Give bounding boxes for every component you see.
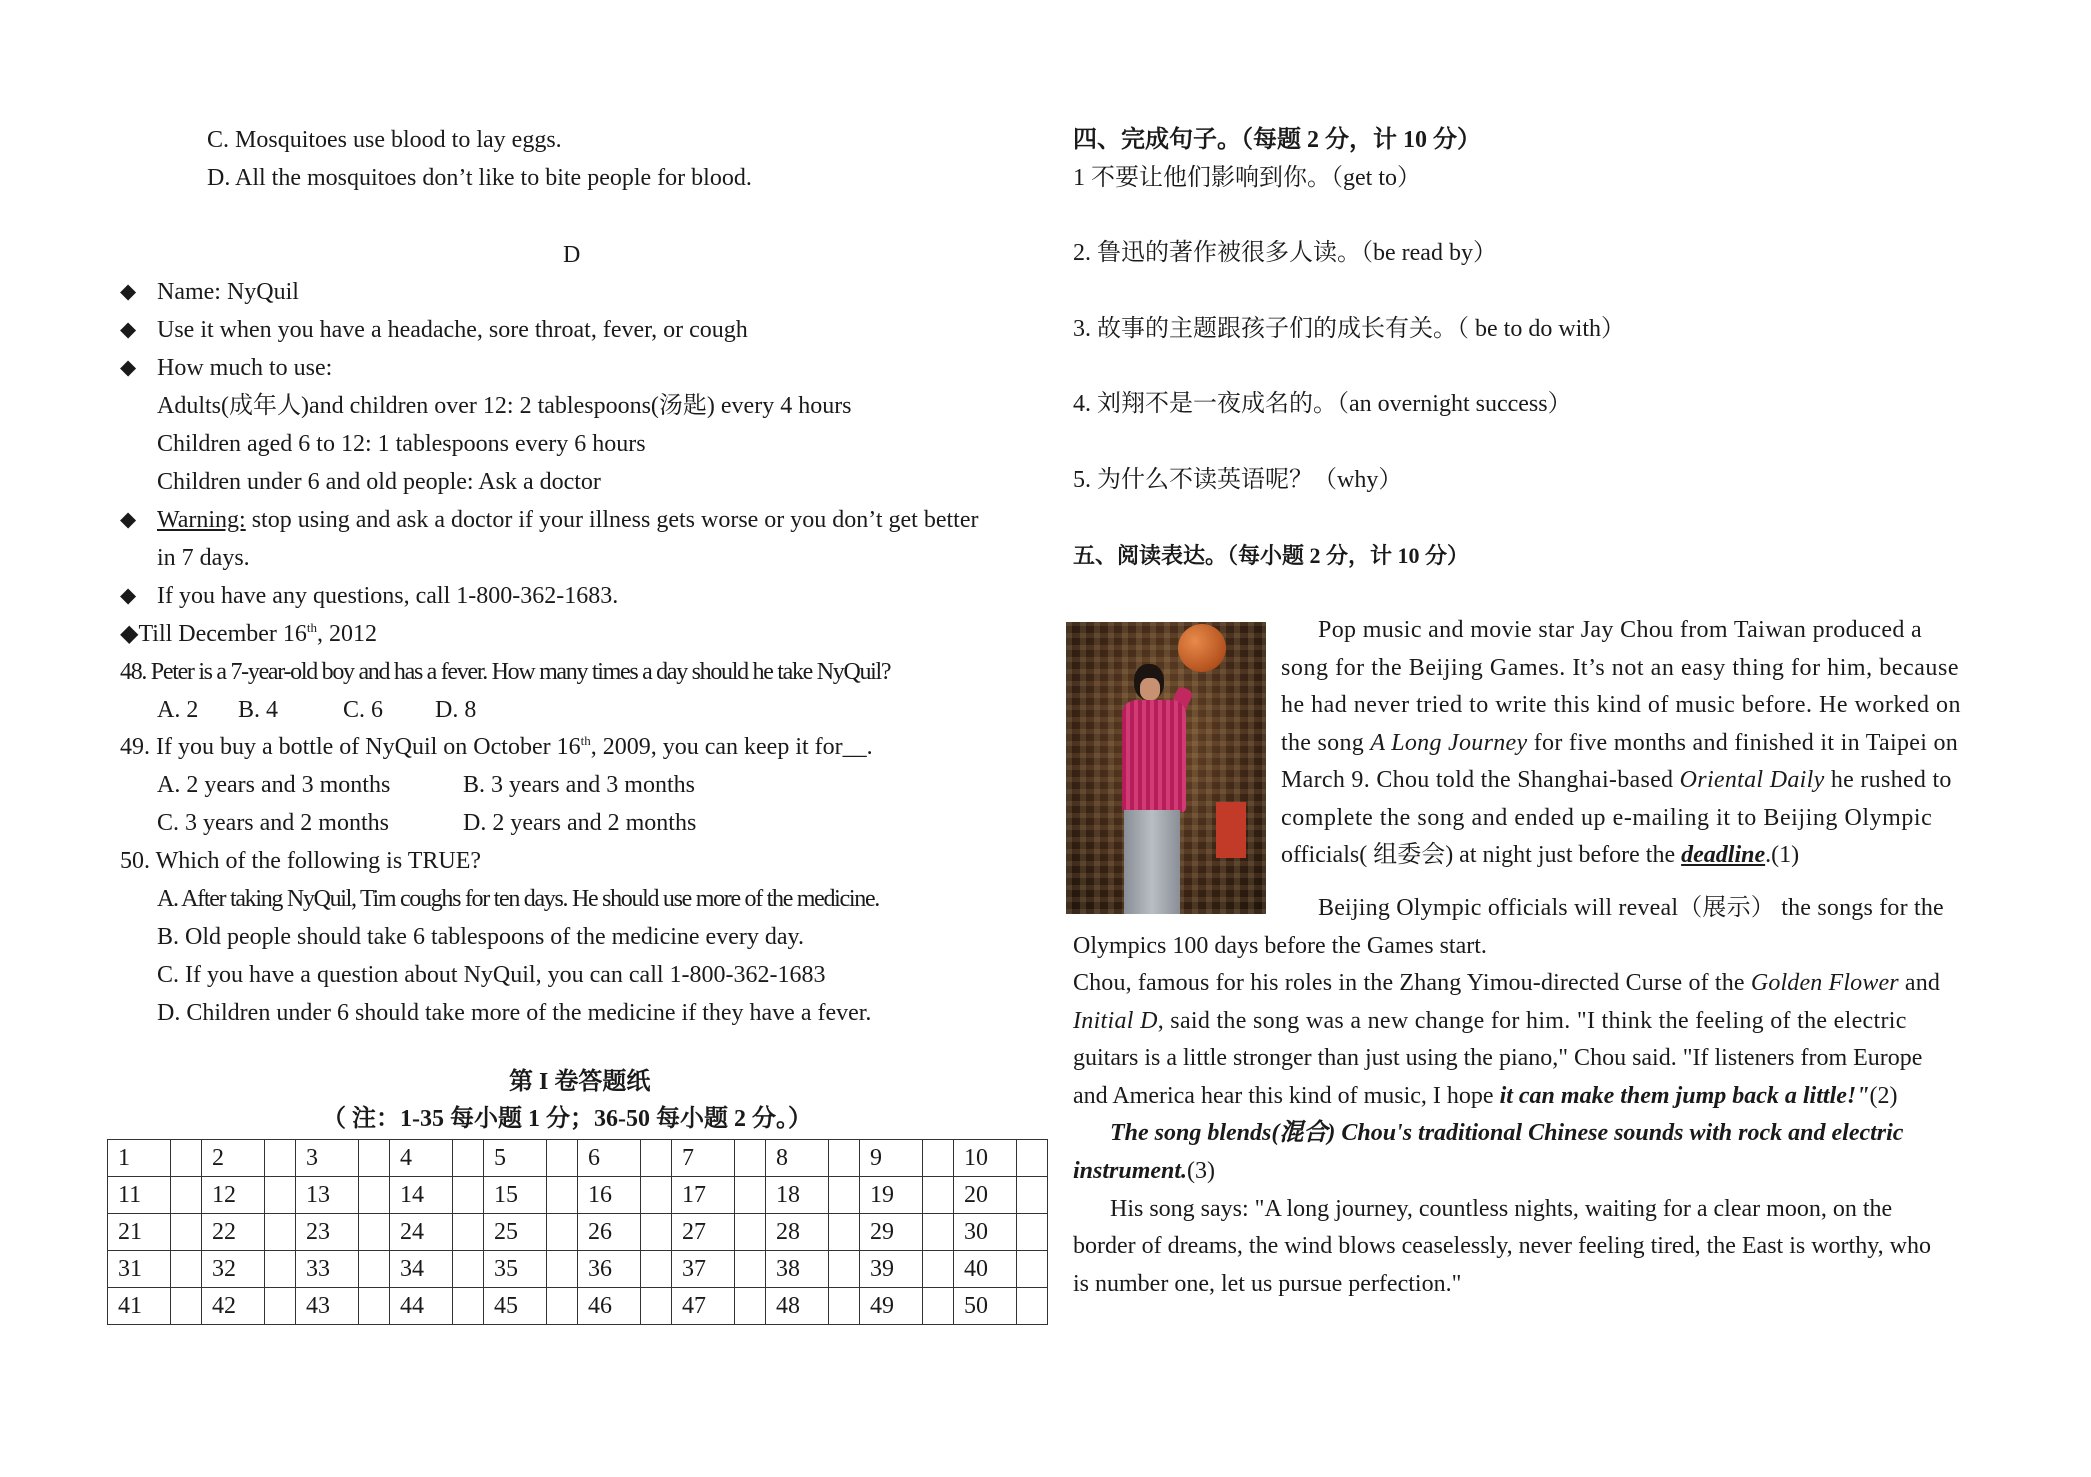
- answer-grid-row: [108, 1177, 1048, 1214]
- deadline-word: deadline: [1681, 842, 1766, 868]
- answer-cell[interactable]: [265, 1177, 296, 1214]
- q50-option-b: B. Old people should take 6 tablespoons of the medicine every day.: [157, 924, 804, 950]
- till-year: , 2012: [317, 621, 378, 647]
- question-number-cell: 37: [672, 1251, 735, 1288]
- question-number-cell: 50: [954, 1288, 1017, 1325]
- answer-cell[interactable]: [735, 1140, 766, 1177]
- bullet-icon: ◆: [120, 507, 137, 531]
- bullet-icon: ◆: [120, 583, 137, 607]
- question-number-cell: 13: [296, 1177, 359, 1214]
- answer-cell[interactable]: [829, 1140, 860, 1177]
- notice-name: Name: NyQuil: [157, 279, 299, 305]
- p2-line1: Beijing Olympic officials will reveal（展示） the songs for the: [1318, 895, 1944, 921]
- q49-option-c: C. 3 years and 2 months: [157, 810, 389, 836]
- p1-l7c: .(1): [1765, 842, 1800, 868]
- answer-cell[interactable]: [829, 1177, 860, 1214]
- notice-under-6: Children under 6 and old people: Ask a doctor: [157, 469, 601, 495]
- notice-warning: [157, 505, 978, 535]
- p3-line4: [1073, 1081, 1898, 1111]
- question-number-cell: 16: [578, 1177, 641, 1214]
- q49-option-a: A. 2 years and 3 months: [157, 772, 391, 798]
- section5-heading: 五、阅读表达。（每小题 2 分，计 10 分）: [1073, 543, 1470, 568]
- answer-cell[interactable]: [547, 1214, 578, 1251]
- answer-cell[interactable]: [829, 1214, 860, 1251]
- quote-2: it can make them jump back a little!": [1499, 1083, 1870, 1109]
- question-number-cell: 6: [578, 1140, 641, 1177]
- question-number-cell: 9: [860, 1140, 923, 1177]
- p3-l1a: Chou, famous for his roles in the Zhang Yimou-directed Curse of the: [1073, 970, 1751, 996]
- answer-cell[interactable]: [641, 1214, 672, 1251]
- question-number-cell: 28: [766, 1214, 829, 1251]
- p5-line2: border of dreams, the wind blows ceaselessly, never feeling tired, the East is worthy, who: [1073, 1233, 1931, 1259]
- answer-cell[interactable]: [1017, 1251, 1048, 1288]
- question-number-cell: 12: [202, 1177, 265, 1214]
- p1-line4: [1281, 728, 1958, 758]
- question-number-cell: 46: [578, 1288, 641, 1325]
- answer-cell[interactable]: [265, 1251, 296, 1288]
- p3-line3: guitars is a little stronger than just using the piano," Chou said. "If listeners from Europe: [1073, 1045, 1923, 1071]
- answer-cell[interactable]: [359, 1251, 390, 1288]
- song-title: A Long Journey: [1370, 730, 1528, 756]
- question-number-cell: 20: [954, 1177, 1017, 1214]
- answer-cell[interactable]: [1017, 1288, 1048, 1325]
- section4-item-5: 5. 为什么不读英语呢？（why）: [1073, 467, 1403, 493]
- notice-children-6-12: Children aged 6 to 12: 1 tablespoons every 6 hours: [157, 431, 646, 457]
- question-number-cell: 4: [390, 1140, 453, 1177]
- answer-cell[interactable]: [359, 1177, 390, 1214]
- question-number-cell: 32: [202, 1251, 265, 1288]
- answer-cell[interactable]: [547, 1288, 578, 1325]
- answer-cell[interactable]: [547, 1177, 578, 1214]
- answer-cell[interactable]: [735, 1251, 766, 1288]
- passage-label: D: [563, 242, 581, 268]
- question-number-cell: 35: [484, 1251, 547, 1288]
- p1-line1: Pop music and movie star Jay Chou from Taiwan produced a: [1318, 617, 1923, 643]
- answer-cell[interactable]: [453, 1177, 484, 1214]
- answer-cell[interactable]: [453, 1288, 484, 1325]
- question-number-cell: 17: [672, 1177, 735, 1214]
- p1-l5b: he rushed to: [1824, 767, 1952, 793]
- answer-cell[interactable]: [1017, 1177, 1048, 1214]
- section4-heading: 四、完成句子。（每题 2 分，计 10 分）: [1073, 127, 1481, 153]
- bullet-icon: ◆: [120, 317, 137, 341]
- bullet-icon: ◆: [120, 355, 137, 379]
- p1-l7a: officials( 组委会) at night just before the: [1281, 842, 1682, 868]
- q50-option-c: C. If you have a question about NyQuil, you can call 1-800-362-1683: [157, 962, 826, 988]
- answer-cell[interactable]: [453, 1140, 484, 1177]
- notice-questions: If you have any questions, call 1-800-362-1683.: [157, 583, 619, 609]
- p4-line1: The song blends(混合) Chou's traditional Chinese sounds with rock and electric: [1110, 1120, 1904, 1146]
- answer-cell[interactable]: [171, 1214, 202, 1251]
- answer-cell[interactable]: [641, 1140, 672, 1177]
- question-number-cell: 39: [860, 1251, 923, 1288]
- answer-cell[interactable]: [1017, 1140, 1048, 1177]
- answer-cell[interactable]: [923, 1251, 954, 1288]
- answer-cell[interactable]: [735, 1288, 766, 1325]
- film-title: Golden Flower: [1750, 970, 1899, 996]
- question-number-cell: 21: [108, 1214, 171, 1251]
- question-number-cell: 7: [672, 1140, 735, 1177]
- p3-l1b: and: [1898, 970, 1941, 996]
- answer-cell[interactable]: [547, 1251, 578, 1288]
- question-number-cell: 48: [766, 1288, 829, 1325]
- question-number-cell: 25: [484, 1214, 547, 1251]
- answer-cell[interactable]: [923, 1140, 954, 1177]
- jay-chou-photo: [1066, 622, 1266, 914]
- question-number-cell: 1: [108, 1140, 171, 1177]
- answer-grid-row: [108, 1140, 1048, 1177]
- section4-item-4: 4. 刘翔不是一夜成名的。（an overnight success）: [1073, 391, 1572, 417]
- answer-cell[interactable]: [359, 1288, 390, 1325]
- question-number-cell: 26: [578, 1214, 641, 1251]
- answer-grid: [107, 1139, 1048, 1325]
- question-number-cell: 19: [860, 1177, 923, 1214]
- question-number-cell: 23: [296, 1214, 359, 1251]
- answer-sheet-note: （ 注：1-35 每小题 1 分；36-50 每小题 2 分。）: [322, 1106, 812, 1132]
- p1-l4b: for five months and finished it in Taipei on: [1527, 730, 1959, 756]
- answer-cell[interactable]: [265, 1140, 296, 1177]
- section4-item-3: 3. 故事的主题跟孩子们的成长有关。（ be to do with）: [1073, 316, 1625, 342]
- question-number-cell: 49: [860, 1288, 923, 1325]
- q48-option-b: B. 4: [238, 697, 279, 723]
- notice-how-much: How much to use:: [157, 355, 333, 381]
- question-number-cell: 8: [766, 1140, 829, 1177]
- question-number-cell: 30: [954, 1214, 1017, 1251]
- q48-option-c: C. 6: [343, 697, 384, 723]
- p1-line5: [1281, 765, 1952, 795]
- question-number-cell: 42: [202, 1288, 265, 1325]
- question-number-cell: 3: [296, 1140, 359, 1177]
- p3-l4c: (2): [1869, 1083, 1898, 1109]
- p1-l4a: the song: [1281, 730, 1371, 756]
- option-d-prev: D. All the mosquitoes don’t like to bite people for blood.: [207, 165, 752, 191]
- answer-cell[interactable]: [923, 1288, 954, 1325]
- question-number-cell: 36: [578, 1251, 641, 1288]
- answer-grid-row: [108, 1288, 1048, 1325]
- p4-l2b: (3): [1187, 1158, 1216, 1184]
- answer-cell[interactable]: [735, 1177, 766, 1214]
- p2-line2: Olympics 100 days before the Games start.: [1073, 933, 1487, 959]
- warning-text: stop using and ask a doctor if your illness gets worse or you don’t get better: [245, 507, 979, 533]
- answer-cell[interactable]: [359, 1214, 390, 1251]
- question-number-cell: 47: [672, 1288, 735, 1325]
- answer-cell[interactable]: [641, 1251, 672, 1288]
- warning-label: Warning:: [157, 507, 246, 533]
- notice-warning-cont: in 7 days.: [157, 545, 250, 571]
- notice-adults: Adults(成年人)and children over 12: 2 tablespoons(汤匙) every 4 hours: [157, 393, 852, 419]
- question-number-cell: 24: [390, 1214, 453, 1251]
- question-number-cell: 40: [954, 1251, 1017, 1288]
- q48-option-d: D. 8: [435, 697, 477, 723]
- q49-stem: [120, 732, 873, 762]
- q50-option-a: A. After taking NyQuil, Tim coughs for ten days. He should use more of the medicine.: [157, 886, 880, 912]
- answer-cell[interactable]: [923, 1214, 954, 1251]
- answer-cell[interactable]: [829, 1251, 860, 1288]
- p3-l2b: , said the song was a new change for him. "I think the feeling of the electric: [1157, 1008, 1907, 1034]
- q50-option-d: D. Children under 6 should take more of the medicine if they have a fever.: [157, 1000, 872, 1026]
- question-number-cell: 38: [766, 1251, 829, 1288]
- answer-cell[interactable]: [453, 1214, 484, 1251]
- question-number-cell: 22: [202, 1214, 265, 1251]
- answer-cell[interactable]: [453, 1251, 484, 1288]
- answer-cell[interactable]: [359, 1140, 390, 1177]
- question-number-cell: 43: [296, 1288, 359, 1325]
- answer-cell[interactable]: [265, 1288, 296, 1325]
- p4-l2a: instrument.: [1073, 1158, 1188, 1184]
- answer-cell[interactable]: [735, 1214, 766, 1251]
- answer-cell[interactable]: [171, 1288, 202, 1325]
- option-c-prev: C. Mosquitoes use blood to lay eggs.: [207, 127, 562, 153]
- question-number-cell: 18: [766, 1177, 829, 1214]
- answer-cell[interactable]: [171, 1140, 202, 1177]
- p3-line2: [1073, 1006, 1907, 1036]
- answer-cell[interactable]: [641, 1177, 672, 1214]
- newspaper-title: Oriental Daily: [1679, 767, 1825, 793]
- question-number-cell: 45: [484, 1288, 547, 1325]
- p3-line1: [1073, 968, 1940, 998]
- question-number-cell: 44: [390, 1288, 453, 1325]
- answer-sheet-title: 第 I 卷答题纸: [509, 1069, 651, 1095]
- p1-line7: [1281, 840, 1799, 870]
- answer-cell[interactable]: [641, 1288, 672, 1325]
- p1-line3: he had never tried to write this kind of music before. He worked on: [1281, 692, 1961, 718]
- question-number-cell: 31: [108, 1251, 171, 1288]
- answer-cell[interactable]: [829, 1288, 860, 1325]
- question-number-cell: 11: [108, 1177, 171, 1214]
- question-number-cell: 15: [484, 1177, 547, 1214]
- q49-option-b: B. 3 years and 3 months: [463, 772, 695, 798]
- p1-line2: song for the Beijing Games. It’s not an easy thing for him, because: [1281, 655, 1960, 681]
- answer-cell[interactable]: [265, 1214, 296, 1251]
- answer-grid-row: [108, 1251, 1048, 1288]
- question-number-cell: 33: [296, 1251, 359, 1288]
- notice-till: [120, 619, 377, 649]
- basketball-icon: [1178, 624, 1226, 672]
- q49-stem-a: 49. If you buy a bottle of NyQuil on October 16: [120, 734, 581, 760]
- question-number-cell: 14: [390, 1177, 453, 1214]
- question-number-cell: 5: [484, 1140, 547, 1177]
- bullet-icon: ◆: [120, 279, 137, 303]
- q49-sup: th: [580, 733, 591, 748]
- p3-l4a: and America hear this kind of music, I hope: [1073, 1083, 1500, 1109]
- p1-line6: complete the song and ended up e-mailing it to Beijing Olympic: [1281, 805, 1933, 831]
- answer-cell[interactable]: [171, 1251, 202, 1288]
- p5-line3: is number one, let us pursue perfection.": [1073, 1271, 1462, 1297]
- p5-line1: His song says: "A long journey, countless nights, waiting for a clear moon, on the: [1110, 1196, 1893, 1222]
- q48-option-a: A. 2: [157, 697, 199, 723]
- till-sup: th: [306, 620, 318, 635]
- q48-stem: 48. Peter is a 7-year-old boy and has a fever. How many times a day should he take NyQuil?: [120, 659, 891, 685]
- question-number-cell: 10: [954, 1140, 1017, 1177]
- p1-l5a: March 9. Chou told the Shanghai-based: [1281, 767, 1680, 793]
- answer-cell[interactable]: [547, 1140, 578, 1177]
- question-number-cell: 2: [202, 1140, 265, 1177]
- section4-item-2: 2. 鲁迅的著作被很多人读。（be read by）: [1073, 240, 1497, 266]
- q49-option-d: D. 2 years and 2 months: [463, 810, 697, 836]
- p4-line2: [1073, 1156, 1215, 1186]
- notice-use: Use it when you have a headache, sore throat, fever, or cough: [157, 317, 748, 343]
- film-title-2: Initial D: [1073, 1008, 1158, 1034]
- till-text: ◆Till December 16: [120, 621, 307, 647]
- q49-stem-b: , 2009, you can keep it for__.: [590, 734, 873, 760]
- answer-cell[interactable]: [1017, 1214, 1048, 1251]
- question-number-cell: 29: [860, 1214, 923, 1251]
- question-number-cell: 34: [390, 1251, 453, 1288]
- section4-item-1: 1 不要让他们影响到你。（get to）: [1073, 165, 1421, 191]
- answer-cell[interactable]: [171, 1177, 202, 1214]
- q50-stem: 50. Which of the following is TRUE?: [120, 848, 482, 874]
- question-number-cell: 41: [108, 1288, 171, 1325]
- answer-cell[interactable]: [923, 1177, 954, 1214]
- question-number-cell: 27: [672, 1214, 735, 1251]
- answer-grid-row: [108, 1214, 1048, 1251]
